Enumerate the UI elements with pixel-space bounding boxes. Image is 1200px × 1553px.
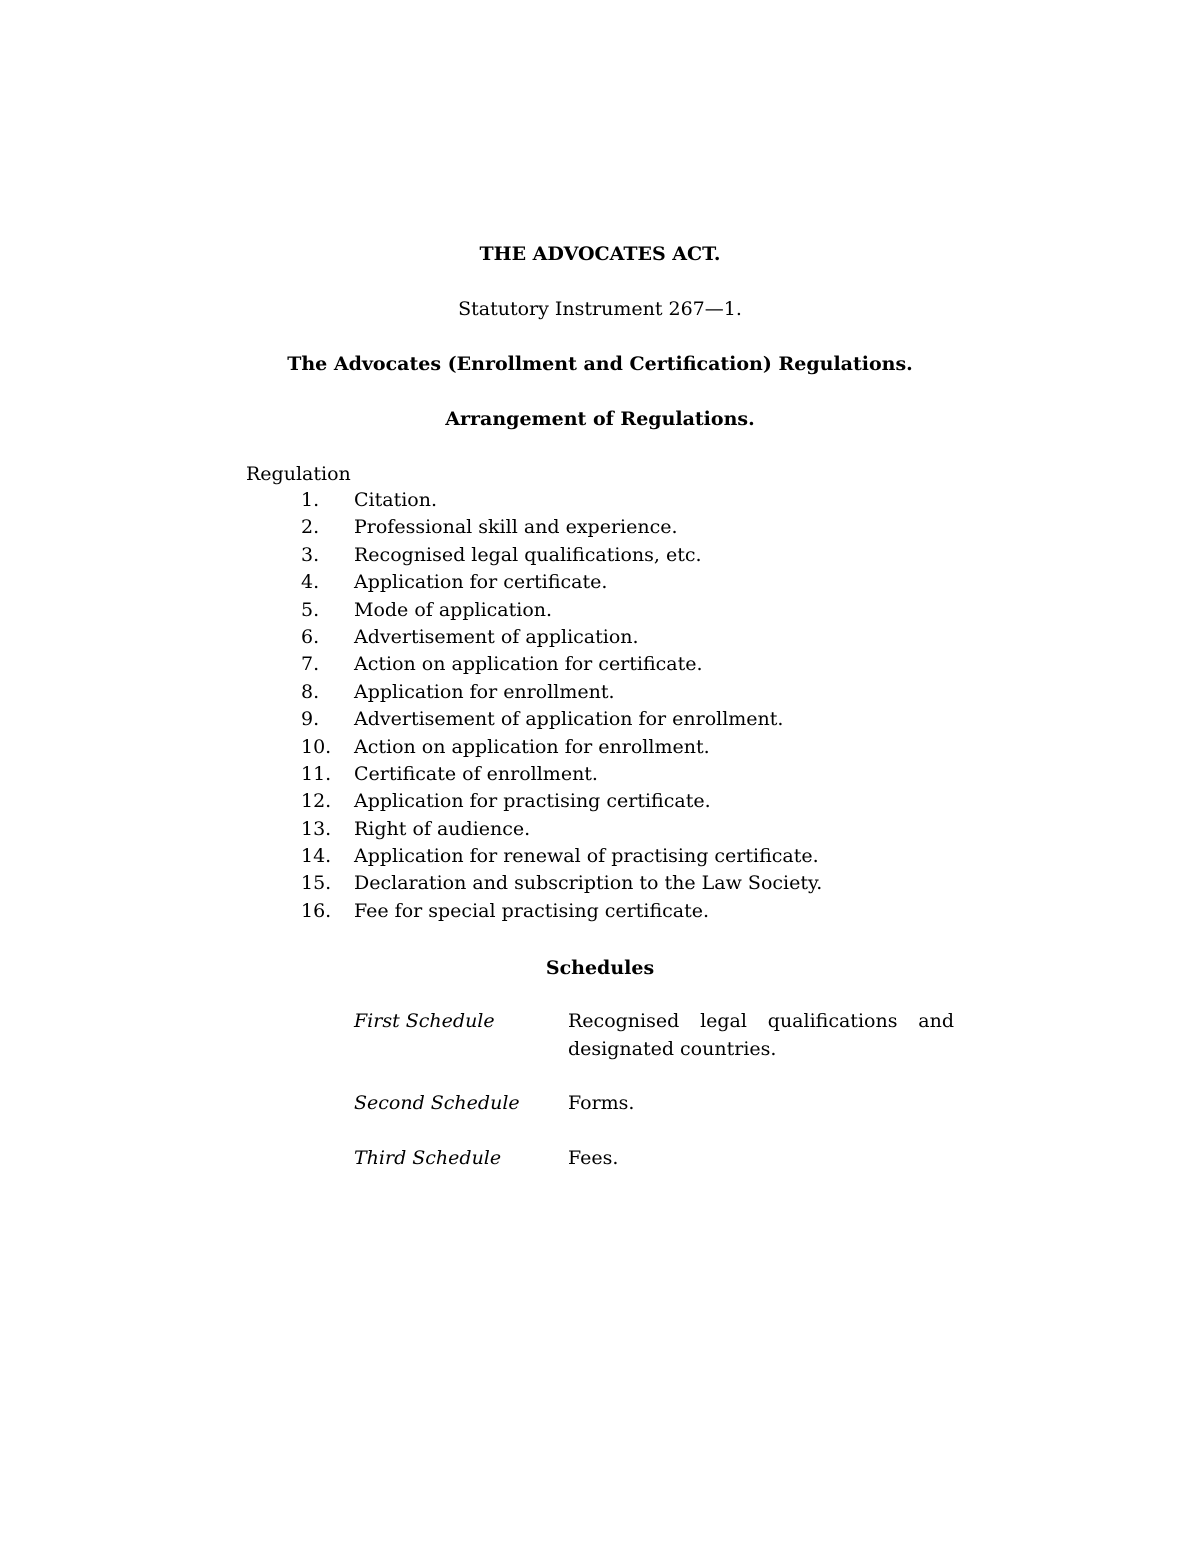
regulation-title: Citation. bbox=[354, 489, 438, 511]
regulation-item bbox=[0, 707, 1200, 734]
regulation-item bbox=[0, 625, 1200, 652]
regulation-title: Action on application for enrollment. bbox=[354, 735, 710, 758]
regulation-item bbox=[0, 789, 1200, 816]
regulation-item bbox=[0, 680, 1200, 707]
regulation-number: 15. bbox=[301, 872, 332, 895]
regulation-item bbox=[0, 871, 1200, 898]
regulation-title: Application for renewal of practising certificate. bbox=[354, 845, 819, 868]
regulation-number: 10. bbox=[301, 735, 332, 758]
regulation-item bbox=[0, 515, 1200, 542]
regulation-number: 13. bbox=[301, 817, 332, 840]
regulation-title: Right of audience. bbox=[354, 817, 531, 840]
regulation-title: Recognised legal qualifications, etc. bbox=[354, 543, 702, 566]
schedule-description: Recognised legal qualifications and designated countries. bbox=[568, 1010, 954, 1060]
regulation-title: Advertisement of application. bbox=[354, 625, 639, 648]
regulation-item bbox=[0, 543, 1200, 570]
regulation-number: 5. bbox=[301, 598, 320, 621]
regulation-title: Application for practising certificate. bbox=[354, 790, 711, 813]
regulation-title: Application for enrollment. bbox=[354, 680, 615, 703]
regulation-title: Fee for special practising certificate. bbox=[354, 899, 710, 922]
arrangement-heading: Arrangement of Regulations. bbox=[445, 408, 755, 430]
schedule-name: Third Schedule bbox=[354, 1147, 502, 1169]
schedule-name: First Schedule bbox=[354, 1010, 495, 1032]
schedules-heading: Schedules bbox=[545, 957, 655, 979]
regulation-item bbox=[0, 652, 1200, 679]
regulation-column-heading: Regulation bbox=[246, 463, 351, 485]
regulation-number: 12. bbox=[301, 790, 332, 813]
regulation-title: Declaration and subscription to the Law Society. bbox=[354, 872, 823, 895]
regulation-title: Action on application for certificate. bbox=[354, 653, 703, 676]
act-title: THE ADVOCATES ACT. bbox=[479, 243, 721, 265]
regulation-number: 4. bbox=[301, 571, 320, 594]
regulation-number: 11. bbox=[301, 762, 332, 785]
regulation-title: Advertisement of application for enrollment. bbox=[354, 708, 784, 731]
regulation-number: 6. bbox=[301, 625, 320, 648]
regulation-item bbox=[0, 899, 1200, 926]
regulation-item bbox=[0, 844, 1200, 871]
regulation-item bbox=[0, 488, 1200, 515]
schedule-name: Second Schedule bbox=[354, 1092, 520, 1114]
statutory-instrument-number: Statutory Instrument 267—1. bbox=[458, 298, 742, 320]
regulation-number: 8. bbox=[301, 680, 320, 703]
regulation-number: 2. bbox=[301, 516, 320, 539]
regulation-number: 1. bbox=[301, 489, 320, 511]
regulation-title: Professional skill and experience. bbox=[354, 516, 678, 539]
schedule-description: Fees. bbox=[568, 1147, 619, 1169]
regulation-item bbox=[0, 570, 1200, 597]
schedule-description: Forms. bbox=[568, 1092, 635, 1114]
regulation-title: Certificate of enrollment. bbox=[354, 762, 598, 785]
regulations-list bbox=[0, 488, 1200, 926]
regulation-number: 7. bbox=[301, 653, 320, 676]
regulation-number: 3. bbox=[301, 543, 320, 566]
regulation-title: Application for certificate. bbox=[354, 571, 608, 594]
regulation-number: 16. bbox=[301, 899, 332, 922]
regulation-item bbox=[0, 762, 1200, 789]
regulation-number: 9. bbox=[301, 708, 320, 731]
regulation-item bbox=[0, 598, 1200, 625]
regulations-title: The Advocates (Enrollment and Certification) Regulations. bbox=[287, 353, 913, 375]
regulation-number: 14. bbox=[301, 845, 332, 868]
regulation-item bbox=[0, 735, 1200, 762]
regulation-item bbox=[0, 817, 1200, 844]
regulation-title: Mode of application. bbox=[354, 598, 553, 621]
